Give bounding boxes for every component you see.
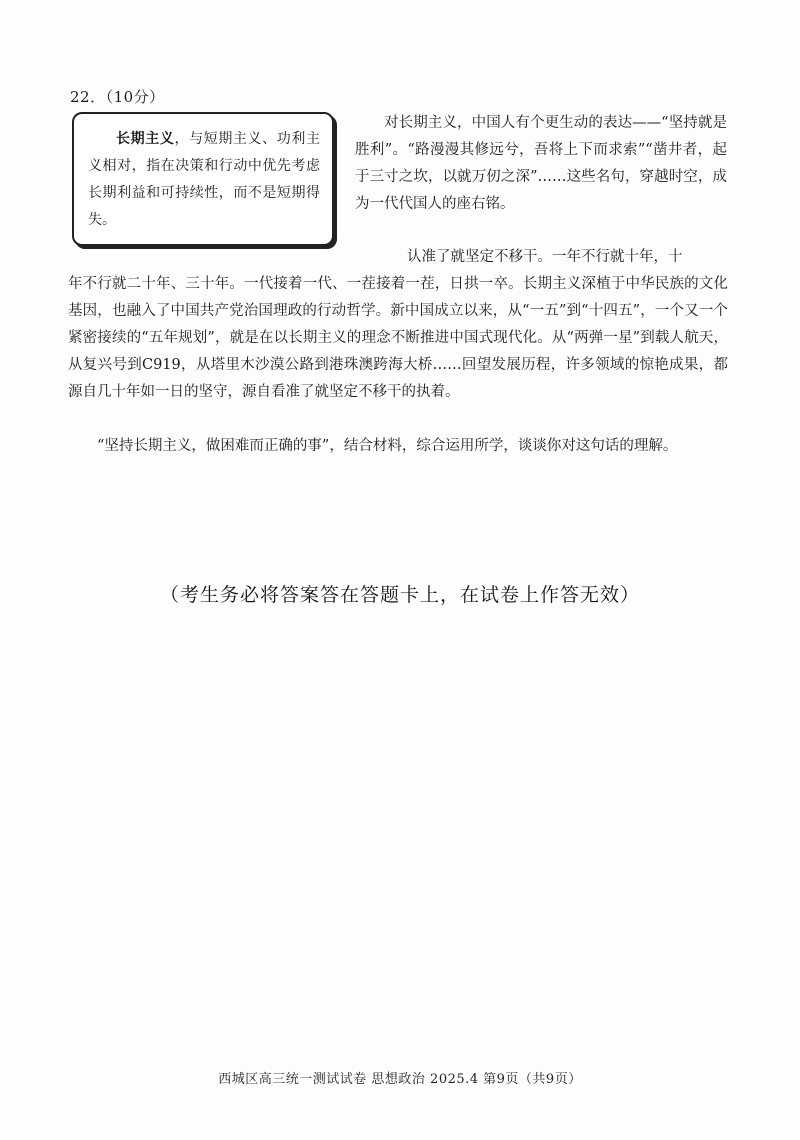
definition-term: 长期主义	[116, 131, 175, 147]
answer-notice: （考生务必将答案答在答题卡上，在试卷上作答无效）	[159, 584, 640, 606]
material-paragraph-2-rest: 年不行就二十年、三十年。一代接着一代、一茬接着一茬，日拱一卒。长期主义深植于中华民族的文化基因，也融入了中国共产党治国理政的行动哲学。新中国成立以来，从“一五”到“十四五”，一个又一个紧密接续的“五年规划”，就是在以长期主义的理念不断推进中国式现代化。从“两弹一星”到载人航天，从复兴号到C919，从塔里木沙漠公路到港珠澳跨海大桥……回望发展历程，许多领域的惊艳成果，都源自几十年如一日的坚守，源自看准了就坚定不移干的执着。	[68, 276, 728, 400]
material-paragraph-1: 对长期主义，中国人有个更生动的表达——“坚持就是胜利”。“路漫漫其修远兮，吾将上下而求索”“凿井者，起于三寸之坎，以就万仞之深”……这些名句，穿越时空，成为一代代国人的座右铭。	[355, 115, 727, 212]
question-prompt: “坚持长期主义，做困难而正确的事”，结合材料，综合运用所学，谈谈你对这句话的理解。	[97, 438, 678, 454]
definition-text	[88, 126, 320, 234]
definition-box	[72, 112, 334, 246]
material-paragraph-2	[68, 244, 728, 406]
page-footer: 西城区高三统一测试试卷 思想政治 2025.4 第9页（共9页）	[218, 1072, 582, 1087]
definition-body: ，与短期主义、功利主义相对，指在决策和行动中优先考虑长期利益和可持续性，而不是短期得失。	[88, 131, 321, 228]
question-number: 22．（10分）	[70, 88, 165, 106]
material-paragraph-2-first-line: 认准了就坚定不移干。一年不行就十年，十	[407, 249, 683, 265]
